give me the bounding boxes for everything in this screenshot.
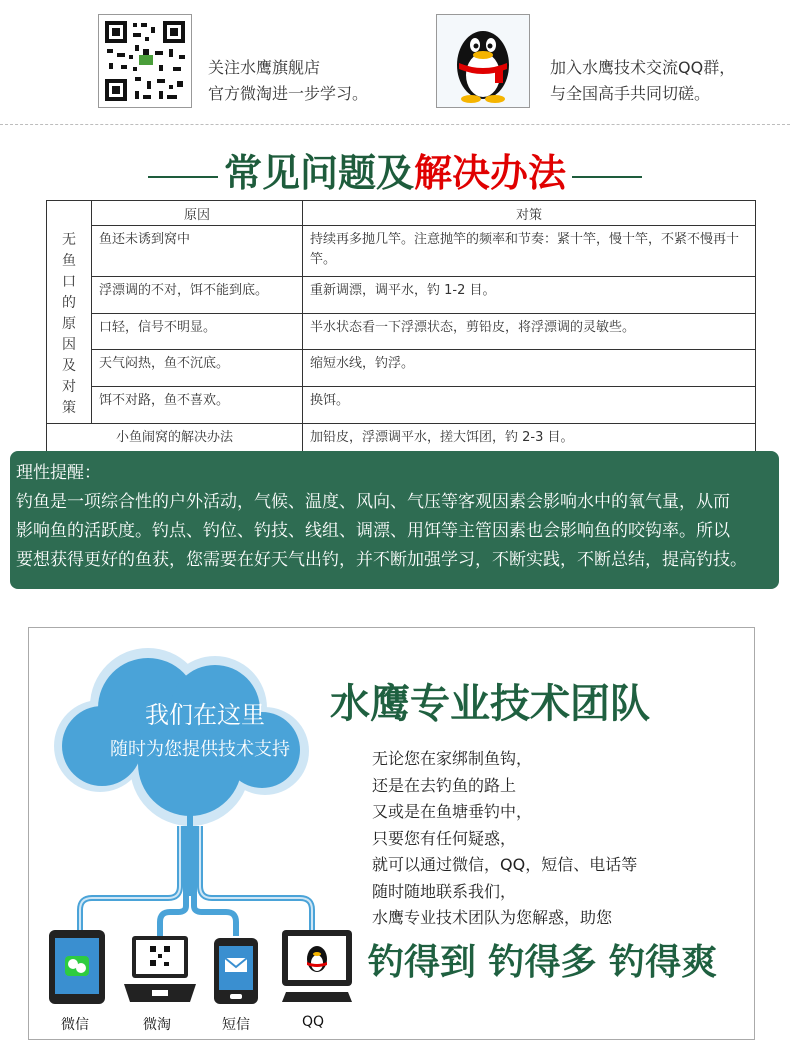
follow-store-text	[208, 55, 368, 107]
table-header-row	[47, 201, 756, 226]
header-cause: 原因	[92, 201, 303, 226]
last-cause-cell: 小鱼闹窝的解决办法	[47, 423, 303, 458]
side-char: 的	[62, 294, 76, 311]
side-char: 鱼	[62, 252, 76, 269]
description-line: 就可以通过微信，QQ，短信、电话等	[372, 855, 638, 874]
solution-cell: 半水状态看一下浮漂状态，剪铅皮，将浮漂调的灵敏些。	[303, 313, 756, 350]
cloud-title: 我们在这里	[145, 701, 265, 729]
table-row	[47, 226, 756, 277]
qq-penguin-icon	[436, 14, 530, 108]
support-description	[372, 746, 637, 932]
side-char: 策	[62, 399, 76, 416]
title-left-rule	[148, 176, 218, 178]
description-line: 只要您有任何疑惑，	[372, 828, 517, 848]
description-line: 又或是在鱼塘垂钓中，	[372, 802, 533, 821]
cause-cell: 口轻，信号不明显。	[92, 313, 303, 350]
title-part-1: 常见问题及	[223, 150, 414, 195]
laptop-icon	[120, 934, 200, 1006]
table-row	[47, 313, 756, 350]
qq-line-2: 与全国高手共同切磋。	[550, 84, 711, 103]
qr-code-image	[98, 14, 192, 108]
description-line: 无论您在家绑制鱼钩，	[372, 749, 533, 768]
slogan-text: 钓得到 钓得多 钓得爽	[368, 941, 718, 983]
page-title	[0, 138, 790, 208]
table-row	[47, 386, 756, 423]
side-char: 及	[62, 357, 76, 374]
qq-device	[280, 928, 354, 1012]
description-line: 水鹰专业技术团队为您解惑，助您	[372, 908, 613, 927]
tablet-icon	[47, 928, 107, 1006]
section-divider	[0, 124, 790, 125]
device-label-wechat: 微信	[61, 1017, 89, 1033]
solution-cell: 缩短水线，钓浮。	[303, 350, 756, 387]
side-label	[47, 226, 92, 424]
side-char: 无	[62, 231, 76, 248]
device-label-sms: 短信	[222, 1017, 250, 1033]
table-row	[47, 277, 756, 314]
sms-device	[212, 936, 260, 1010]
table-row	[47, 350, 756, 387]
faq-table	[46, 200, 756, 459]
solution-cell: 换饵。	[303, 386, 756, 423]
qq-line-1: 加入水鹰技术交流QQ群，	[550, 58, 736, 77]
side-char: 对	[62, 378, 76, 395]
solution-cell: 重新调漂，调平水，钓 1-2 目。	[303, 277, 756, 314]
monitor-icon	[280, 928, 354, 1008]
reminder-panel	[10, 451, 779, 589]
header-solution: 对策	[303, 201, 756, 226]
description-line: 还是在去钓鱼的路上	[372, 775, 517, 795]
team-title: 水鹰专业技术团队	[330, 680, 650, 727]
connector-lines	[80, 814, 312, 936]
description-line: 随时随地联系我们，	[372, 881, 517, 901]
weitao-device	[120, 934, 200, 1010]
cause-cell: 鱼还未诱到窝中	[92, 226, 303, 277]
side-char: 因	[62, 336, 76, 353]
reminder-heading: 理性提醒：	[16, 463, 101, 483]
follow-line-1: 关注水鹰旗舰店	[208, 58, 321, 77]
phone-icon	[212, 936, 260, 1006]
table-corner-cell	[47, 201, 92, 226]
title-right-rule	[572, 176, 642, 178]
reminder-line: 钓鱼是一项综合性的户外活动，气候、温度、风向、气压等客观因素会影响水中的氧气量，从而	[16, 492, 730, 512]
side-char: 口	[62, 273, 76, 290]
follow-line-2: 官方微淘进一步学习。	[208, 84, 369, 103]
cause-cell: 浮漂调的不对，饵不能到底。	[92, 277, 303, 314]
reminder-line: 要想获得更好的鱼获，您需要在好天气出钓，并不断加强学习，不断实践，不断总结，提高钓技。	[16, 550, 747, 570]
cause-cell: 饵不对路，鱼不喜欢。	[92, 386, 303, 423]
last-solution-cell: 加铅皮，浮漂调平水，搓大饵团，钓 2-3 目。	[303, 423, 756, 458]
reminder-line: 影响鱼的活跃度。钓点、钓位、钓技、线组、调漂、用饵等主管因素也会影响鱼的咬钩率。所以	[16, 521, 730, 541]
cause-cell: 天气闷热，鱼不沉底。	[92, 350, 303, 387]
side-char: 原	[62, 315, 76, 332]
solution-cell: 持续再多抛几竿。注意抛竿的频率和节奏：紧十竿，慢十竿，不紧不慢再十竿。	[303, 226, 756, 277]
title-part-2: 解决办法	[414, 150, 567, 195]
device-label-qq: QQ	[301, 1014, 325, 1030]
cloud-subtitle: 随时为您提供技术支持	[110, 739, 290, 760]
wechat-device	[47, 928, 107, 1010]
device-label-weitao: 微淘	[143, 1017, 171, 1033]
qq-group-text	[550, 55, 735, 107]
